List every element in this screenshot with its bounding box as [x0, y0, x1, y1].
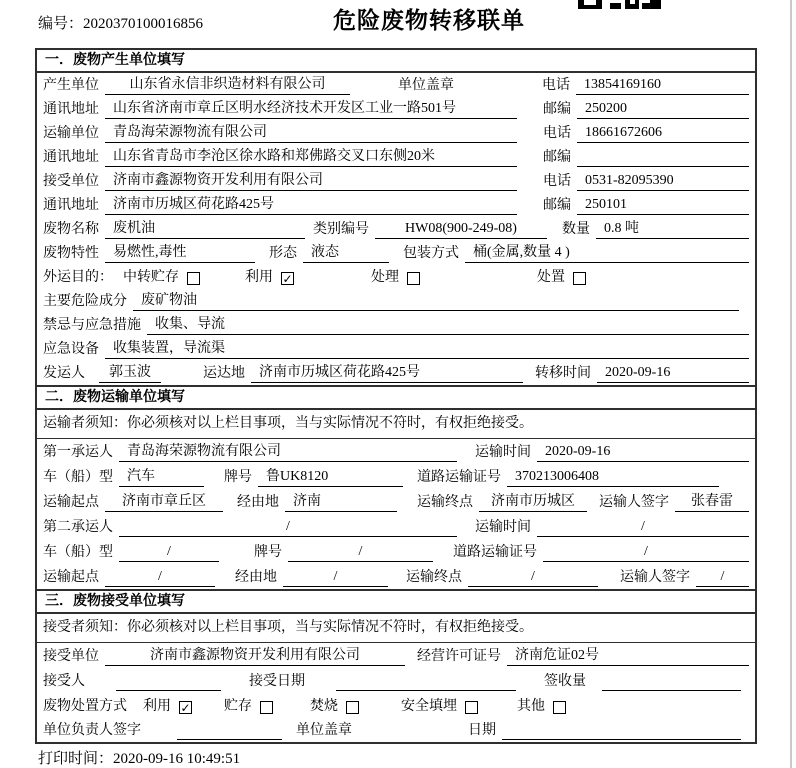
waste-name-row: [37, 217, 755, 241]
operating-license-value: 济南危证02号: [507, 646, 749, 666]
route1-sign-value: 张春雷: [675, 492, 749, 512]
purpose-label: 外运目的：: [43, 270, 113, 285]
disposal-method-label: 废物处置方式: [43, 699, 127, 714]
route2-via-label: 经由地: [235, 570, 277, 585]
producer-tel-value: 13854169160: [576, 75, 749, 95]
route1-start-value: 济南市章丘区: [105, 492, 223, 512]
vehicle1-type-label: 车（船）型: [43, 470, 113, 485]
document-number-label: 编号：: [38, 16, 84, 32]
route1-start-label: 运输起点: [43, 495, 99, 510]
accept-person-value: [116, 690, 221, 691]
vehicle2-type-label: 车（船）型: [43, 545, 113, 560]
accept-date-value: [336, 690, 516, 691]
waste-code-value: HW08(900-249-08): [375, 219, 547, 239]
producer-tel-label: 电话: [542, 78, 570, 93]
second-carrier-label: 第二承运人: [43, 520, 113, 535]
receiver-zip-value: 250101: [577, 195, 749, 215]
accept-person-label: 接受人: [43, 674, 85, 689]
purpose-option-transfer-storage: [123, 268, 200, 289]
waste-pack-value: 桶(金属,数量 4 ): [465, 243, 749, 263]
emergency-measures-value: 收集、导流: [147, 315, 749, 335]
transporter-label: 运输单位: [43, 126, 99, 141]
route1-end-value: 济南市历城区: [479, 492, 587, 512]
receiver-value: 济南市鑫源物资开发利用有限公司: [105, 171, 517, 191]
accept-date-label: 接受日期: [249, 674, 305, 689]
emergency-equipment-value: 收集装置，导流渠: [105, 339, 749, 359]
transfer-storage-checkbox: [187, 272, 200, 285]
vehicle1-row: [37, 464, 755, 489]
route2-row: [37, 564, 755, 589]
route2-end-value: /: [468, 567, 598, 587]
road-license2-label: 道路运输证号: [453, 545, 537, 560]
producer-label: 产生单位: [43, 78, 99, 93]
route1-end-label: 运输终点: [417, 495, 473, 510]
hazard-components-row: [37, 289, 755, 313]
purpose-row: [37, 265, 755, 289]
waste-name-label: 废物名称: [43, 222, 99, 237]
destination-label: 运达地: [203, 366, 245, 381]
seal-date-value: [502, 739, 741, 740]
page-title: 危险废物转移联单: [333, 8, 525, 33]
treat-checkbox: [407, 272, 420, 285]
transporter-value: 青岛海荣源物流有限公司: [105, 123, 517, 143]
purpose-option-transfer-storage-label: 中转贮存: [123, 270, 179, 285]
disposal-option-incinerate-label: 焚烧: [310, 699, 338, 714]
waste-traits-row: [37, 241, 755, 265]
transporter-zip-value: [577, 166, 749, 167]
disposal-other-checkbox: [553, 701, 566, 714]
operating-license-label: 经营许可证号: [417, 649, 501, 664]
disposal-option-storage: [224, 697, 273, 718]
print-time-value: 2020-09-16 10:49:51: [113, 751, 241, 767]
accept-unit-value: 济南市鑫源物资开发利用有限公司: [105, 646, 405, 666]
vehicle2-row: [37, 539, 755, 564]
emergency-measures-label: 禁忌与应急措施: [43, 318, 141, 333]
waste-form-label: 形态: [269, 246, 297, 261]
receiver-address-row: [37, 193, 755, 217]
emergency-measures-row: [37, 313, 755, 337]
transport-time1-label: 运输时间: [475, 445, 531, 460]
receiver-label: 接受单位: [43, 174, 99, 189]
purpose-option-dispose-label: 处置: [537, 270, 565, 285]
dispatcher-name: 郭玉波: [99, 363, 161, 383]
disposal-option-utilize-label: 利用: [143, 699, 171, 714]
page-edge-line: [790, 0, 792, 768]
receiver-row: [37, 169, 755, 193]
print-time: [38, 747, 240, 768]
purpose-option-utilize-label: 利用: [245, 270, 273, 285]
producer-zip-label: 邮编: [543, 102, 571, 117]
hazard-components-value: 废矿物油: [133, 291, 739, 311]
transport-notice: 运输者须知：你必须核对以上栏目事项，当与实际情况不符时，有权拒绝接受。: [37, 410, 755, 439]
plate1-label: 牌号: [224, 470, 252, 485]
road-license1-value: 370213006408: [507, 467, 719, 487]
road-license1-label: 道路运输证号: [417, 470, 501, 485]
transport-time2-label: 运输时间: [475, 520, 531, 535]
purpose-option-treat-label: 处理: [371, 270, 399, 285]
second-carrier-value: /: [119, 517, 457, 537]
emergency-equipment-row: [37, 337, 755, 361]
seal-date-label: 日期: [468, 723, 496, 738]
transport-time1-value: 2020-09-16: [537, 442, 749, 462]
producer-value: 山东省永信非织造材料有限公司: [105, 75, 350, 95]
producer-zip-value: 250200: [577, 99, 749, 119]
print-time-label: 打印时间：: [38, 751, 114, 767]
waste-traits-label: 废物特性: [43, 246, 99, 261]
disposal-option-other-label: 其他: [517, 699, 545, 714]
producer-address-label: 通讯地址: [43, 102, 99, 117]
receiver-notice: 接受者须知：你必须核对以上栏目事项，当与实际情况不符时，有权拒绝接受。: [37, 614, 755, 643]
waste-qty-label: 数量: [562, 222, 590, 237]
receiver-tel-label: 电话: [543, 174, 571, 189]
purpose-option-treat: [371, 268, 420, 289]
route1-sign-label: 运输人签字: [599, 495, 669, 510]
plate2-value: /: [288, 542, 433, 562]
waste-qty-value: 0.8 吨: [596, 219, 749, 239]
utilize-checkbox: ✓: [282, 272, 293, 286]
transporter-address-row: [37, 145, 755, 169]
section-producer: [37, 50, 755, 385]
accept-unit-label: 接受单位: [43, 649, 99, 664]
purpose-option-dispose: [537, 268, 586, 289]
first-carrier-value: 青岛海荣源物流有限公司: [119, 442, 457, 462]
disposal-option-utilize: [143, 697, 192, 718]
second-carrier-row: [37, 514, 755, 539]
waste-code-label: 类别编号: [313, 222, 369, 237]
producer-address-value: 山东省济南市章丘区明水经济技术开发区工业一路501号: [105, 99, 517, 119]
road-license2-value: /: [543, 542, 749, 562]
transporter-tel-label: 电话: [543, 126, 571, 141]
transporter-zip-label: 邮编: [543, 150, 571, 165]
receipt-qty-value: [602, 690, 741, 691]
transporter-address-label: 通讯地址: [43, 150, 99, 165]
manifest-form: [35, 48, 757, 744]
disposal-landfill-checkbox: [465, 701, 478, 714]
producer-seal-label: 单位盖章: [398, 78, 454, 93]
receipt-qty-label: 签收量: [544, 674, 586, 689]
disposal-option-landfill: [401, 697, 478, 718]
transport-time2-value: /: [537, 517, 749, 537]
route2-end-label: 运输终点: [406, 570, 462, 585]
route1-via-label: 经由地: [237, 495, 279, 510]
receiver-tel-value: 0531-82095390: [577, 171, 749, 191]
route2-start-value: /: [105, 567, 215, 587]
disposal-storage-checkbox: [260, 701, 273, 714]
hazard-components-label: 主要危险成分: [43, 294, 127, 309]
route2-sign-label: 运输人签字: [620, 570, 690, 585]
vehicle2-type-value: /: [119, 542, 219, 562]
accept-unit-row: [37, 643, 755, 668]
transporter-tel-value: 18661672606: [577, 123, 749, 143]
route1-row: [37, 489, 755, 514]
section-transport-heading: 二．废物运输单位填写: [37, 387, 755, 410]
disposal-method-row: [37, 693, 755, 718]
first-carrier-row: [37, 439, 755, 464]
plate1-value: 鲁UK8120: [258, 467, 403, 487]
responsible-sign-label: 单位负责人签字: [43, 723, 141, 738]
receiver-address-value: 济南市历城区荷花路425号: [105, 195, 517, 215]
section-transport: [37, 385, 755, 589]
accept-person-row: [37, 668, 755, 693]
waste-form-value: 液态: [303, 243, 389, 263]
transporter-address-value: 山东省青岛市李沧区徐水路和郑佛路交叉口东侧20米: [105, 147, 517, 167]
disposal-option-storage-label: 贮存: [224, 699, 252, 714]
disposal-option-landfill-label: 安全填埋: [401, 699, 457, 714]
section-receiver: [37, 589, 755, 742]
plate2-label: 牌号: [254, 545, 282, 560]
transporter-row: [37, 121, 755, 145]
vehicle1-type-value: 汽车: [119, 467, 204, 487]
dispose-checkbox: [573, 272, 586, 285]
disposal-option-incinerate: [310, 697, 359, 718]
dispatcher-label: 发运人: [43, 366, 85, 381]
responsible-sign-row: [37, 718, 755, 742]
receiver-zip-label: 邮编: [543, 198, 571, 213]
disposal-option-other: [517, 697, 566, 718]
document-number-value: 2020370100016856: [83, 16, 204, 32]
transfer-time-value: 2020-09-16: [597, 363, 749, 383]
producer-row: [37, 73, 755, 97]
disposal-utilize-checkbox: ✓: [180, 701, 191, 715]
route2-via-value: /: [283, 567, 388, 587]
route2-start-label: 运输起点: [43, 570, 99, 585]
destination-value: 济南市历城区荷花路425号: [251, 363, 523, 383]
route2-sign-value: /: [696, 567, 749, 587]
waste-name-value: 废机油: [105, 219, 305, 239]
receiver-address-label: 通讯地址: [43, 198, 99, 213]
emergency-equipment-label: 应急设备: [43, 342, 99, 357]
section-producer-heading: 一．废物产生单位填写: [37, 50, 755, 73]
producer-address-row: [37, 97, 755, 121]
purpose-option-utilize: [245, 268, 294, 289]
waste-traits-value: 易燃性,毒性: [105, 243, 255, 263]
route1-via-value: 济南: [285, 492, 397, 512]
transfer-time-label: 转移时间: [535, 366, 591, 381]
first-carrier-label: 第一承运人: [43, 445, 113, 460]
disposal-incinerate-checkbox: [346, 701, 359, 714]
responsible-sign-value: [177, 739, 282, 740]
section-receiver-heading: 三．废物接受单位填写: [37, 591, 755, 614]
document-number: [38, 12, 203, 33]
waste-pack-label: 包装方式: [403, 246, 459, 261]
dispatch-row: [37, 361, 755, 385]
unit-seal-label: 单位盖章: [296, 723, 352, 738]
